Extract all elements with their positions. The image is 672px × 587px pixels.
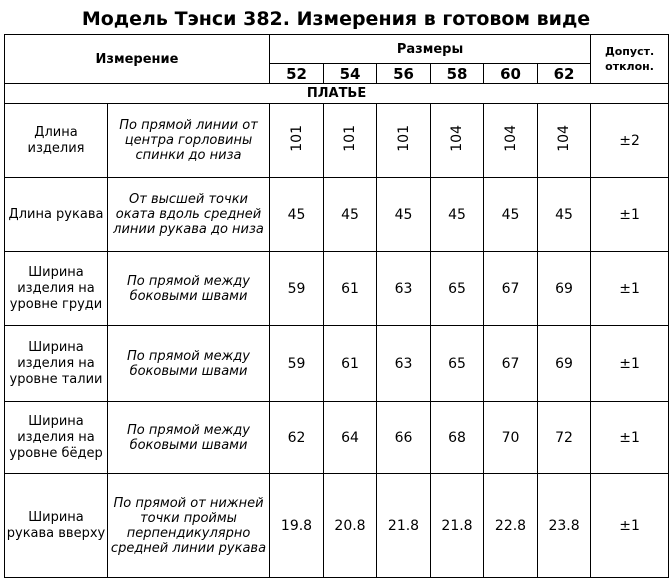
size-58: 58 <box>431 64 484 84</box>
cell-value-text: 101 <box>395 125 412 152</box>
row-name: Длина изделия <box>5 104 108 178</box>
row-tolerance: ±2 <box>591 104 669 178</box>
cell-value: 19.8 <box>270 474 324 578</box>
cell-value: 67 <box>484 326 538 402</box>
size-52: 52 <box>270 64 324 84</box>
table-row <box>5 104 669 178</box>
row-tolerance: ±1 <box>591 326 669 402</box>
cell-value: 62 <box>270 402 324 474</box>
cell-value: 45 <box>270 178 324 252</box>
cell-value: 68 <box>431 402 484 474</box>
row-description: По прямой между боковыми швами <box>108 252 270 326</box>
row-description: По прямой линии от центра горловины спинки до низа <box>108 104 270 178</box>
row-name: Ширина изделия на уровне бёдер <box>5 402 108 474</box>
size-62: 62 <box>538 64 591 84</box>
header-measurement: Измерение <box>5 35 270 84</box>
cell-value: 65 <box>431 326 484 402</box>
cell-value-text: 101 <box>342 125 359 152</box>
cell-value: 63 <box>377 326 431 402</box>
cell-value: 69 <box>538 252 591 326</box>
cell-value: 22.8 <box>484 474 538 578</box>
table-row <box>5 178 669 252</box>
cell-value: 67 <box>484 252 538 326</box>
cell-value: 61 <box>324 326 377 402</box>
cell-value: 45 <box>377 178 431 252</box>
section-title: ПЛАТЬЕ <box>5 84 669 104</box>
cell-value: 20.8 <box>324 474 377 578</box>
row-description: По прямой от нижней точки проймы перпендикулярно средней линии рукава <box>108 474 270 578</box>
cell-value: 45 <box>538 178 591 252</box>
row-description: По прямой между боковыми швами <box>108 402 270 474</box>
table-row <box>5 326 669 402</box>
cell-value <box>538 104 591 178</box>
cell-value <box>270 104 324 178</box>
header-sizes: Размеры <box>270 35 591 64</box>
cell-value: 63 <box>377 252 431 326</box>
size-56: 56 <box>377 64 431 84</box>
measurements-table <box>4 34 669 578</box>
row-name: Ширина изделия на уровне груди <box>5 252 108 326</box>
cell-value: 66 <box>377 402 431 474</box>
cell-value <box>484 104 538 178</box>
cell-value: 21.8 <box>377 474 431 578</box>
table-row <box>5 402 669 474</box>
row-name: Длина рукава <box>5 178 108 252</box>
row-tolerance: ±1 <box>591 252 669 326</box>
row-description: По прямой между боковыми швами <box>108 326 270 402</box>
table-row <box>5 474 669 578</box>
cell-value-text: 104 <box>502 125 519 152</box>
cell-value-text: 104 <box>556 125 573 152</box>
cell-value: 69 <box>538 326 591 402</box>
cell-value: 59 <box>270 252 324 326</box>
row-name: Ширина рукава вверху <box>5 474 108 578</box>
cell-value: 45 <box>484 178 538 252</box>
cell-value <box>431 104 484 178</box>
cell-value: 65 <box>431 252 484 326</box>
table-row <box>5 252 669 326</box>
cell-value: 23.8 <box>538 474 591 578</box>
cell-value: 21.8 <box>431 474 484 578</box>
cell-value: 61 <box>324 252 377 326</box>
cell-value: 70 <box>484 402 538 474</box>
cell-value: 72 <box>538 402 591 474</box>
row-name: Ширина изделия на уровне талии <box>5 326 108 402</box>
cell-value: 64 <box>324 402 377 474</box>
page-title: Модель Тэнси 382. Измерения в готовом виде <box>81 8 591 30</box>
cell-value: 59 <box>270 326 324 402</box>
cell-value-text: 104 <box>449 125 466 152</box>
cell-value-text: 101 <box>288 125 305 152</box>
size-60: 60 <box>484 64 538 84</box>
header-tolerance: Допуст. отклон. <box>591 35 669 84</box>
cell-value <box>377 104 431 178</box>
size-54: 54 <box>324 64 377 84</box>
cell-value: 45 <box>324 178 377 252</box>
row-tolerance: ±1 <box>591 474 669 578</box>
row-tolerance: ±1 <box>591 178 669 252</box>
row-description: От высшей точки оката вдоль средней линии рукава до низа <box>108 178 270 252</box>
row-tolerance: ±1 <box>591 402 669 474</box>
cell-value <box>324 104 377 178</box>
cell-value: 45 <box>431 178 484 252</box>
